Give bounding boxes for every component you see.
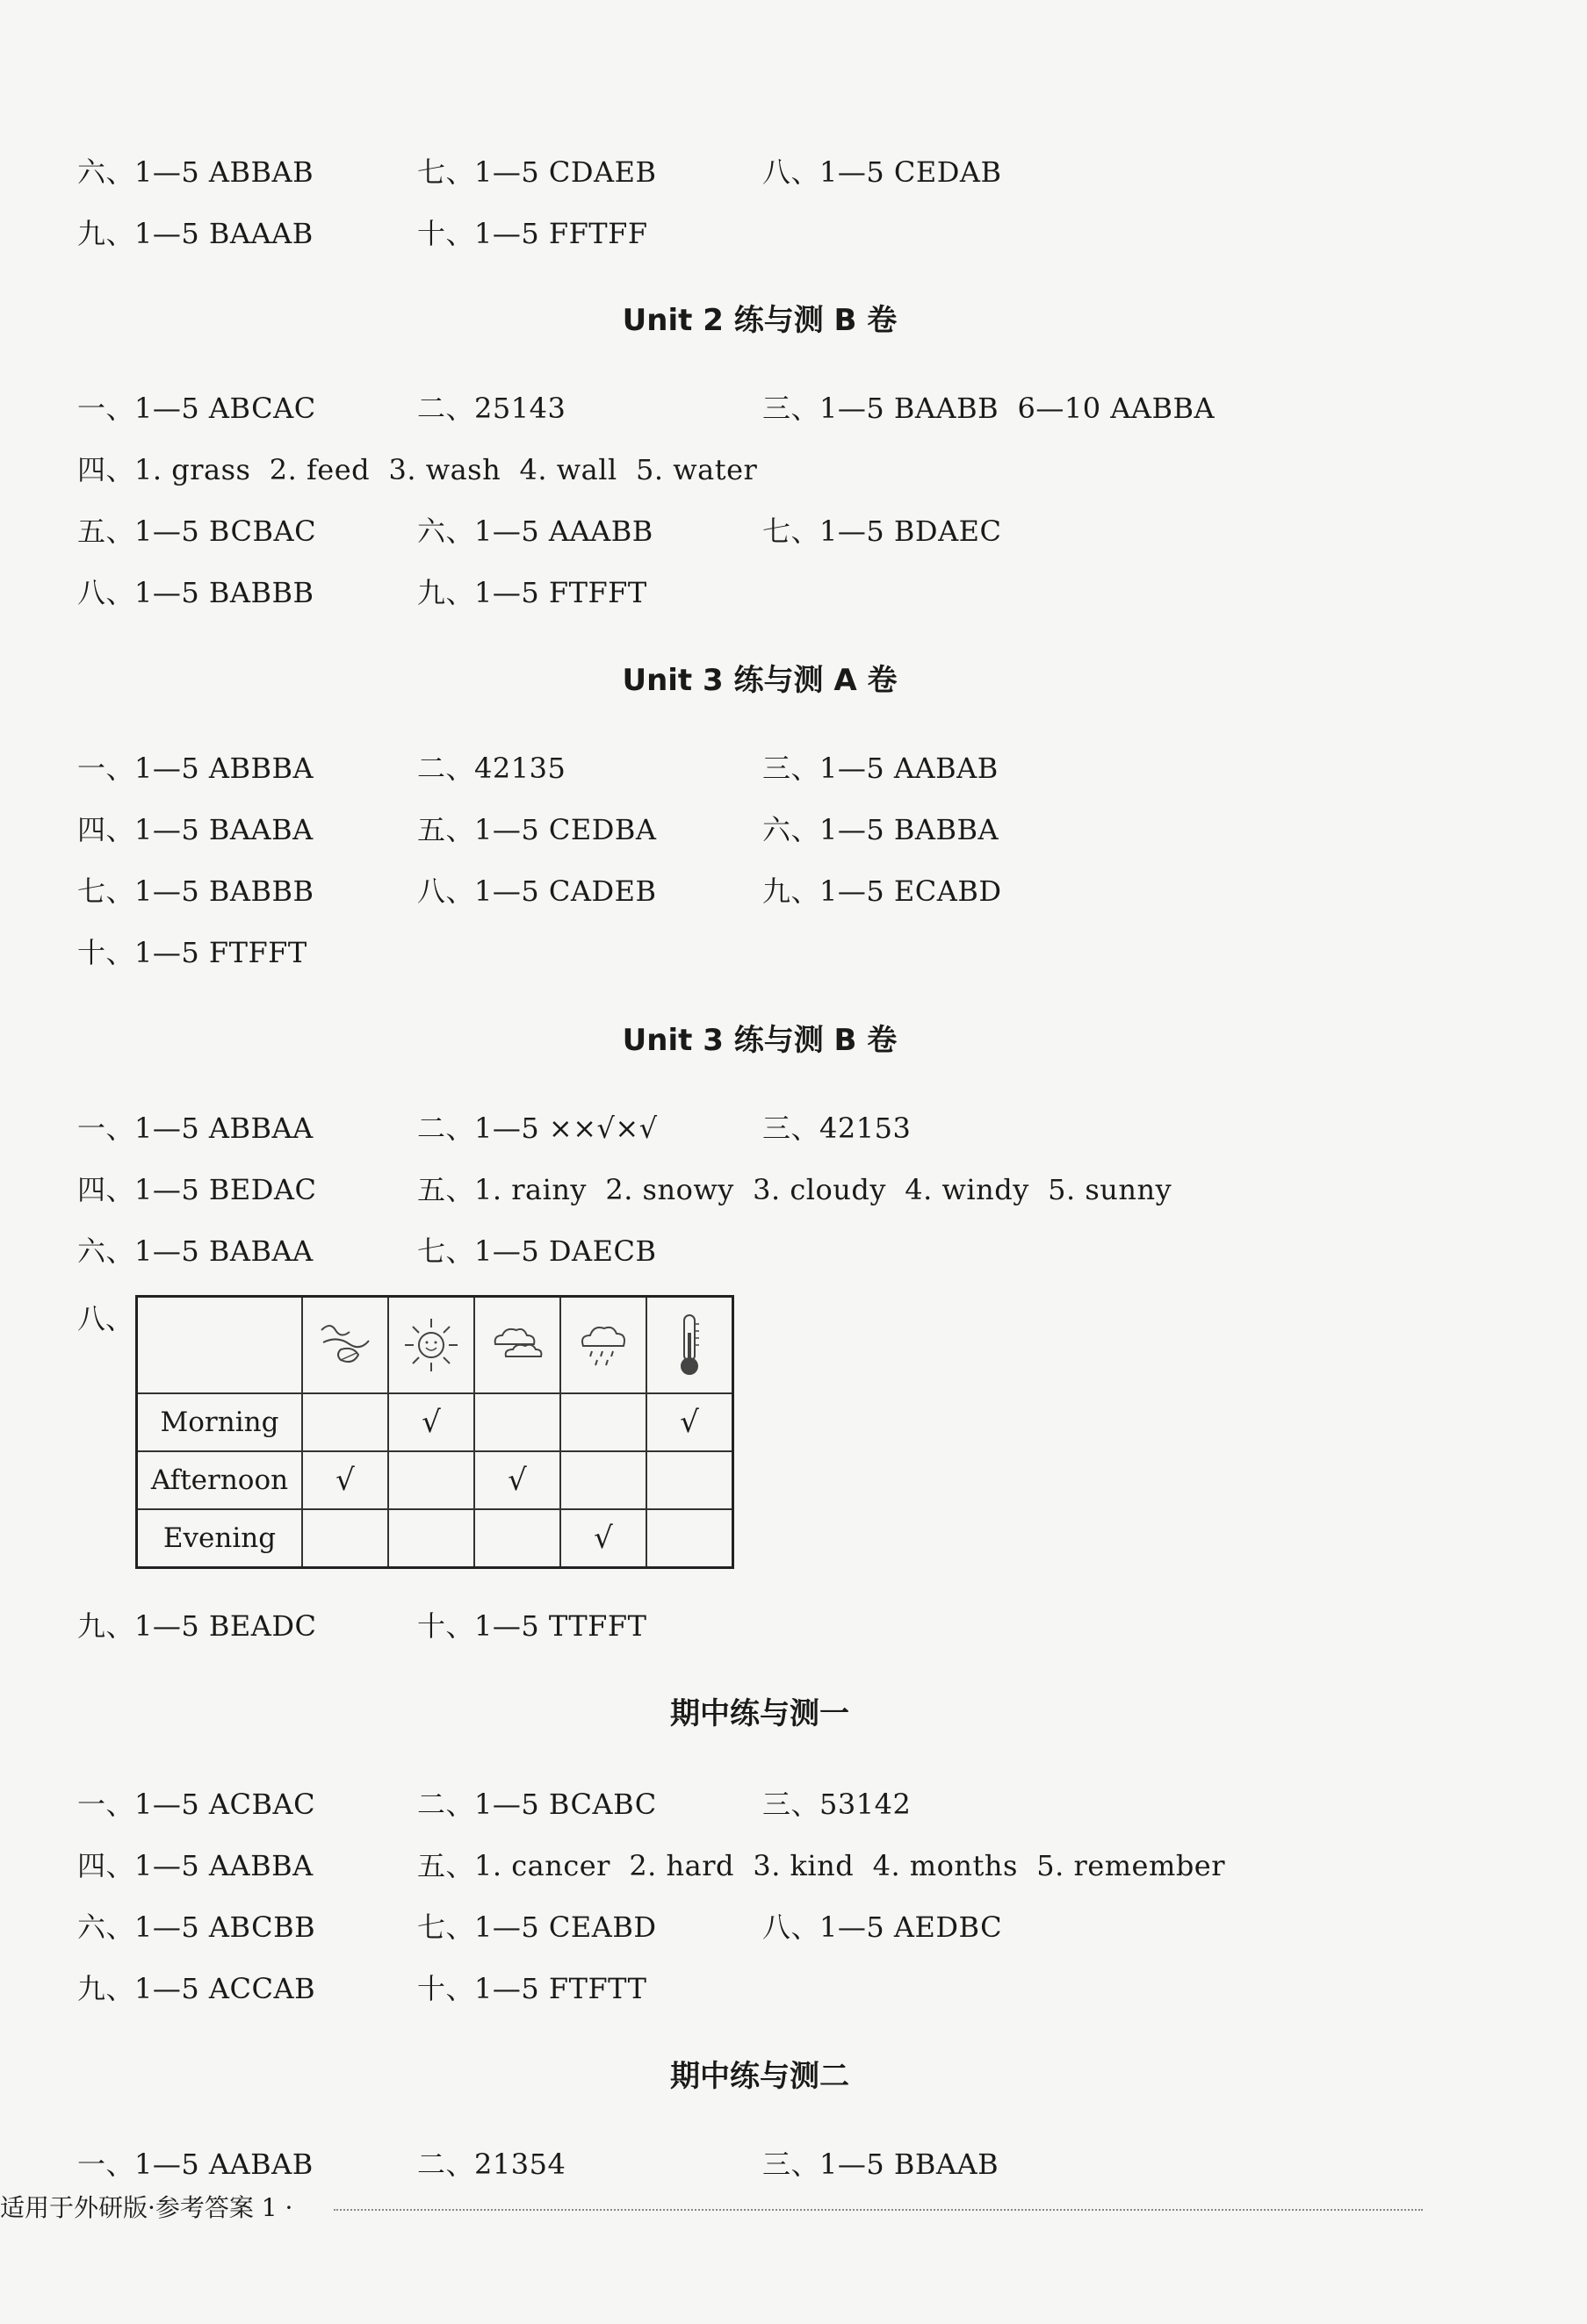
answer-row <box>0 1225 1587 1277</box>
answer-row <box>0 1962 1587 2015</box>
question-label: 八、 <box>77 1302 134 1335</box>
section-title-mid1: 期中练与测一 <box>670 1696 849 1731</box>
answer-item: 二、25143 <box>417 392 566 425</box>
row-name: Evening <box>137 1509 303 1568</box>
answer-row <box>0 1901 1587 1953</box>
weather-header-cell <box>302 1297 388 1394</box>
weather-header-cell <box>646 1297 733 1394</box>
check-cell: √ <box>560 1509 646 1568</box>
answer-item: 六、1—5 BABAA <box>77 1234 314 1268</box>
answer-item: 三、1—5 BBAAB <box>762 2148 999 2181</box>
footer-dotted-rule <box>334 2209 1423 2211</box>
answer-item: 一、1—5 ABCAC <box>77 392 316 425</box>
answer-row <box>0 1102 1587 1155</box>
answer-row <box>0 1778 1587 1831</box>
answer-item: 七、1—5 BDAEC <box>762 514 1002 548</box>
page-footer <box>0 2186 1493 2230</box>
answer-item: 七、1—5 CDAEB <box>417 155 657 189</box>
answer-item: 十、1—5 FTFTT <box>417 1972 647 2005</box>
weather-table-row <box>137 1509 733 1568</box>
answer-item: 六、1—5 ABBAB <box>77 155 314 189</box>
answer-item: 四、1—5 BEDAC <box>77 1173 317 1206</box>
answer-item: 九、1—5 ACCAB <box>77 1972 316 2005</box>
check-cell <box>474 1509 560 1568</box>
empty-corner-cell <box>137 1297 303 1394</box>
answer-item: 九、1—5 BAAAB <box>77 217 314 250</box>
answer-item: 七、1—5 DAECB <box>417 1234 657 1268</box>
answer-item: 二、21354 <box>417 2148 566 2181</box>
check-cell: √ <box>388 1393 474 1451</box>
check-cell <box>388 1509 474 1568</box>
answer-item: 三、1—5 BAABB 6—10 AABBA <box>762 392 1215 425</box>
answer-item: 三、53142 <box>762 1788 912 1821</box>
answer-row <box>0 1163 1587 1216</box>
check-cell: √ <box>474 1451 560 1509</box>
check-cell <box>388 1451 474 1509</box>
answer-item: 七、1—5 BABBB <box>77 874 314 908</box>
answer-item: 十、1—5 FFTFF <box>417 217 648 250</box>
answer-item: 二、42135 <box>417 752 566 785</box>
answer-item: 五、1—5 BCBAC <box>77 514 317 548</box>
answer-item: 五、1. cancer 2. hard 3. kind 4. months 5. remember <box>417 1849 1226 1882</box>
answer-row <box>0 803 1587 856</box>
answer-row <box>0 926 1587 979</box>
answer-row <box>0 566 1587 619</box>
check-cell <box>560 1393 646 1451</box>
footer-text: 适用于外研版·参考答案 1 · <box>0 2193 293 2222</box>
check-cell <box>474 1393 560 1451</box>
answer-row <box>0 443 1587 496</box>
answer-item: 十、1—5 FTFFT <box>77 936 307 969</box>
answer-item: 三、1—5 AABAB <box>762 752 999 785</box>
answer-item: 五、1. rainy 2. snowy 3. cloudy 4. windy 5. sunny <box>417 1173 1172 1206</box>
weather-header-cell <box>560 1297 646 1394</box>
check-cell: √ <box>646 1393 733 1451</box>
answer-row <box>0 505 1587 558</box>
answer-item: 二、1—5 BCABC <box>417 1788 657 1821</box>
check-cell <box>302 1509 388 1568</box>
answer-item: 四、1. grass 2. feed 3. wash 4. wall 5. water <box>77 453 758 486</box>
answer-item: 四、1—5 BAABA <box>77 813 314 846</box>
section-title-unit2b: Unit 2 练与测 B 卷 <box>622 303 898 338</box>
answer-item: 一、1—5 AABAB <box>77 2148 314 2181</box>
answer-item: 九、1—5 BEADC <box>77 1609 317 1643</box>
section-title-mid2: 期中练与测二 <box>670 2059 849 2094</box>
answer-item: 一、1—5 ABBAA <box>77 1112 314 1145</box>
answer-item: 九、1—5 FTFFT <box>417 576 647 609</box>
answer-item: 一、1—5 ACBAC <box>77 1788 316 1821</box>
answer-item: 八、1—5 AEDBC <box>762 1910 1003 1944</box>
answer-item: 十、1—5 TTFFT <box>417 1609 647 1643</box>
check-cell <box>646 1451 733 1509</box>
weather-header-cell <box>388 1297 474 1394</box>
answer-item: 八、1—5 CADEB <box>417 874 657 908</box>
answer-item: 六、1—5 BABBA <box>762 813 999 846</box>
check-cell <box>560 1451 646 1509</box>
row-name: Morning <box>137 1393 303 1451</box>
answer-item: 五、1—5 CEDBA <box>417 813 657 846</box>
weather-table-row <box>137 1451 733 1509</box>
windy-icon <box>314 1314 376 1376</box>
weather-table-header <box>137 1297 733 1394</box>
answer-row <box>0 865 1587 917</box>
check-cell <box>302 1393 388 1451</box>
answer-item: 三、42153 <box>762 1112 912 1145</box>
section-title-unit3a: Unit 3 练与测 A 卷 <box>622 663 898 698</box>
answer-row <box>0 382 1587 435</box>
answer-item: 八、1—5 CEDAB <box>762 155 1002 189</box>
thermometer-icon <box>659 1310 720 1380</box>
answer-row <box>0 1600 1587 1652</box>
answer-row <box>0 146 1587 198</box>
check-cell <box>646 1509 733 1568</box>
rainy-icon <box>573 1314 634 1376</box>
weather-header-cell <box>474 1297 560 1394</box>
answer-item: 六、1—5 AAABB <box>417 514 653 548</box>
answer-row <box>0 1839 1587 1892</box>
sunny-icon <box>400 1314 462 1376</box>
answer-item: 六、1—5 ABCBB <box>77 1910 316 1944</box>
answer-item: 二、1—5 ××√×√ <box>417 1112 658 1145</box>
answer-item: 七、1—5 CEABD <box>417 1910 657 1944</box>
weather-table <box>135 1295 734 1569</box>
answer-item: 九、1—5 ECABD <box>762 874 1002 908</box>
cloudy-icon <box>487 1314 548 1376</box>
answer-row <box>0 207 1587 260</box>
answer-row <box>0 2138 1587 2191</box>
answer-row <box>0 742 1587 795</box>
answer-item: 八、1—5 BABBB <box>77 576 314 609</box>
section-title-unit3b: Unit 3 练与测 B 卷 <box>622 1023 898 1058</box>
answer-item: 一、1—5 ABBBA <box>77 752 314 785</box>
weather-table-row <box>137 1393 733 1451</box>
answer-item: 四、1—5 AABBA <box>77 1849 314 1882</box>
row-name: Afternoon <box>137 1451 303 1509</box>
check-cell: √ <box>302 1451 388 1509</box>
